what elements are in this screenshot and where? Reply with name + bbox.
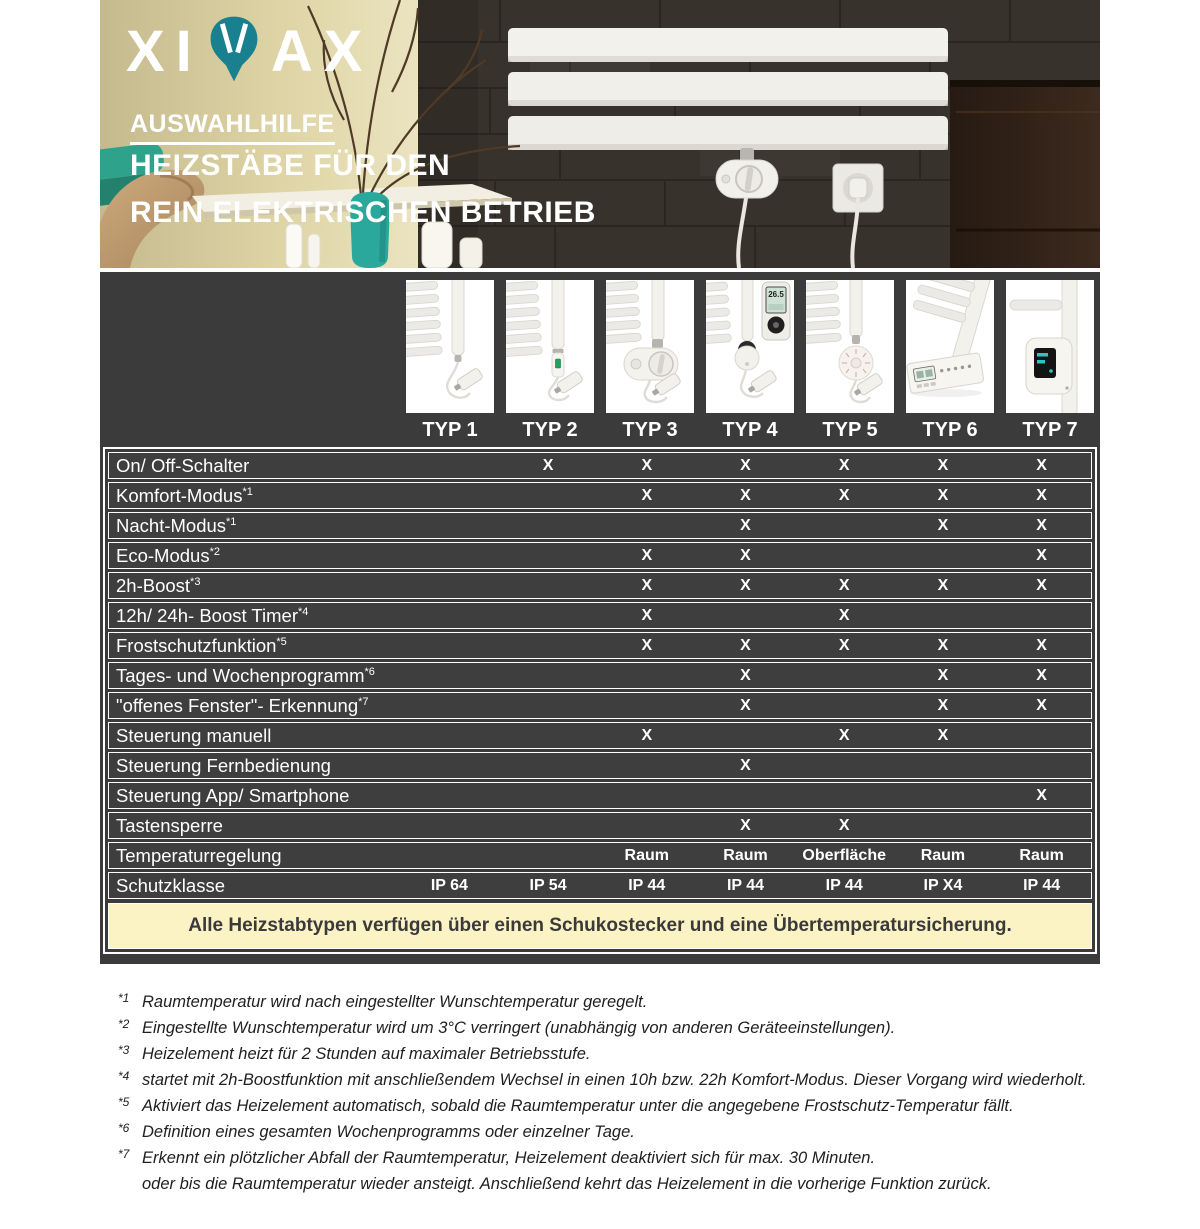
radiator-photo [508, 28, 948, 150]
footnote-line [118, 1018, 1100, 1039]
feature-cell-typ-7: X [1036, 636, 1047, 654]
feature-row [108, 512, 1092, 539]
feature-cell-typ-7: X [1036, 576, 1047, 594]
footnote-line [118, 1044, 1100, 1065]
product-photo-cell [600, 280, 700, 413]
feature-cell-typ-6: X [937, 666, 949, 684]
footnote-marker: *6 [118, 1121, 130, 1135]
product-photo-cell [900, 280, 1000, 413]
feature-cell-typ-6: IP X4 [923, 876, 963, 894]
ximax-logo-pin-icon [207, 14, 261, 84]
feature-cell-typ-4: X [740, 576, 751, 594]
feature-cell-typ-4: X [740, 516, 751, 534]
product-photo-typ-5 [806, 280, 894, 413]
feature-cell-typ-5: X [838, 816, 850, 834]
footnote-text: Eingestellte Wunschtemperatur wird um 3°C verringert (unabhängig von anderen Geräteeinstellungen). [142, 1019, 896, 1037]
feature-row-label: Steuerung App/ Smartphone [116, 784, 350, 806]
footnote-marker: *5 [118, 1095, 130, 1109]
column-header-typ-7: TYP 7 [1022, 418, 1078, 441]
footnote-line [118, 1122, 1100, 1143]
footnote-text: Aktiviert das Heizelement automatisch, sobald die Raumtemperatur unter die angegebene Frostschutz-Temperatur fällt. [142, 1097, 1014, 1115]
feature-cell-typ-3: X [641, 546, 653, 564]
feature-row-label: 2h-Boost$^{*3}$ [116, 574, 201, 596]
feature-row [108, 452, 1092, 479]
feature-cell-typ-6: X [937, 456, 949, 474]
feature-row-label: Temperaturregelung [116, 844, 282, 866]
column-headers-row [100, 415, 1100, 445]
product-photo-typ-4 [706, 280, 794, 413]
feature-cell-typ-4: X [740, 456, 751, 474]
product-photo-typ-1 [406, 280, 494, 413]
feature-row-label: Steuerung manuell [116, 724, 272, 746]
feature-cell-typ-4: X [740, 666, 751, 684]
comparison-table [100, 272, 1100, 964]
feature-cell-typ-4: Raum [723, 846, 768, 864]
footnote-text: startet mit 2h-Boostfunktion mit anschließendem Wechsel in einen 10h bzw. 22h Komfort-Modus. Dieser Vorgang wird wiederholt. [142, 1071, 1087, 1089]
feature-cell-typ-3: Raum [624, 846, 669, 864]
feature-cell-typ-3: X [641, 576, 653, 594]
feature-cell-typ-4: X [740, 486, 751, 504]
feature-cell-typ-5: Oberfläche [802, 846, 886, 864]
product-photo-cell [500, 280, 600, 413]
feature-row [108, 482, 1092, 509]
footnote-marker: *1 [118, 991, 130, 1005]
footnote-text: Heizelement heizt für 2 Stunden auf maximaler Betriebsstufe. [142, 1045, 591, 1063]
footnotes-section [100, 964, 1100, 1229]
feature-cell-typ-4: IP 44 [726, 876, 765, 894]
product-photo-cell [800, 280, 900, 413]
product-photo-cell [400, 280, 500, 413]
column-header-typ-6: TYP 6 [922, 418, 978, 441]
feature-cell-typ-6: Raum [920, 846, 966, 864]
page-title-line1: HEIZSTÄBE FÜR DEN [130, 149, 451, 182]
feature-cell-typ-5: X [838, 606, 850, 624]
footnote-marker: *7 [118, 1147, 130, 1161]
feature-cell-typ-4: X [740, 696, 751, 714]
feature-row [108, 662, 1092, 689]
column-header-typ-2: TYP 2 [522, 418, 578, 441]
heating-rod-dial-control-icon [606, 280, 694, 413]
logo-text-pre: XI [126, 19, 203, 84]
feature-row-label: Komfort-Modus$^{*1}$ [116, 484, 253, 506]
feature-cell-typ-7: X [1036, 456, 1047, 474]
feature-cell-typ-4: X [740, 756, 751, 774]
heating-rod-thermostat-dial-icon [806, 280, 894, 413]
feature-row-label: Nacht-Modus$^{*1}$ [116, 514, 237, 536]
feature-cell-typ-7: X [1036, 546, 1047, 564]
feature-cell-typ-4: X [740, 816, 751, 834]
page-title-line2: REIN ELEKTRISCHEN BETRIEB [130, 196, 596, 229]
feature-row [108, 812, 1092, 839]
feature-cell-typ-7: X [1036, 786, 1047, 804]
feature-row-label: On/ Off-Schalter [116, 454, 250, 476]
feature-cell-typ-3: X [641, 726, 653, 744]
feature-row [108, 632, 1092, 659]
feature-cell-typ-4: X [740, 636, 751, 654]
feature-table-frame [103, 447, 1097, 954]
column-header-typ-5: TYP 5 [822, 418, 878, 441]
logo-text-post: AX [270, 19, 374, 84]
feature-row [108, 542, 1092, 569]
feature-cell-typ-2: IP 54 [529, 876, 567, 894]
feature-cell-typ-3: X [641, 456, 653, 474]
feature-row-label: Schutzklasse [116, 874, 225, 896]
feature-row [108, 842, 1092, 869]
footnote-text: Raumtemperatur wird nach eingestellter Wunschtemperatur geregelt. [142, 993, 648, 1011]
feature-cell-typ-5: IP 44 [825, 876, 863, 894]
feature-row-label: Frostschutzfunktion$^{*5}$ [116, 634, 287, 656]
feature-cell-typ-7: X [1036, 516, 1047, 534]
cabinet [950, 80, 1100, 268]
feature-cell-typ-7: Raum [1019, 846, 1064, 864]
product-photo-typ-7 [1006, 280, 1094, 413]
footnote-line [118, 1148, 1100, 1169]
footnote-text: Definition eines gesamten Wochenprogramms oder einzelner Tage. [142, 1123, 635, 1141]
header-photo [100, 0, 1100, 268]
feature-cell-typ-2: X [542, 456, 554, 474]
footnote-text: oder bis die Raumtemperatur wieder ansteigt. Anschließend kehrt das Heizelement in die vorherige Funktion zurück. [142, 1175, 992, 1193]
feature-cell-typ-1: IP 64 [430, 876, 468, 894]
feature-cell-typ-3: X [641, 606, 653, 624]
feature-row [108, 602, 1092, 629]
feature-cell-typ-5: X [838, 726, 850, 744]
product-photo-typ-2 [506, 280, 594, 413]
feature-cell-typ-5: X [838, 456, 850, 474]
feature-cell-typ-5: X [838, 576, 850, 594]
feature-row [108, 782, 1092, 809]
product-photo-cell [1000, 280, 1100, 413]
feature-cell-typ-6: X [937, 516, 949, 534]
column-header-typ-1: TYP 1 [422, 418, 478, 441]
feature-row [108, 872, 1092, 899]
feature-row-label: Tastensperre [116, 814, 223, 836]
feature-cell-typ-3: X [641, 486, 653, 504]
feature-cell-typ-6: X [937, 486, 949, 504]
footnote-marker: *4 [118, 1069, 130, 1083]
heating-rod-smart-box-icon [1006, 280, 1094, 413]
column-header-typ-3: TYP 3 [622, 418, 678, 441]
column-header-typ-4: TYP 4 [722, 418, 778, 441]
feature-cell-typ-3: X [641, 636, 653, 654]
feature-row [108, 572, 1092, 599]
feature-row [108, 752, 1092, 779]
svg-text:26.5: 26.5 [768, 290, 784, 299]
feature-row [108, 692, 1092, 719]
radiator-control-panel-icon [906, 280, 994, 413]
footnote-text: Erkennt ein plötzlicher Abfall der Raumtemperatur, Heizelement deaktiviert sich für max. 30 Minuten. [142, 1149, 876, 1167]
feature-cell-typ-3: IP 44 [628, 876, 666, 894]
eyebrow-title: AUSWAHLHILFE [130, 110, 335, 145]
product-photo-typ-3 [606, 280, 694, 413]
footnote-line [118, 1174, 1100, 1194]
feature-cell-typ-6: X [937, 726, 949, 744]
feature-cell-typ-7: IP 44 [1023, 876, 1061, 894]
feature-cell-typ-7: X [1036, 666, 1047, 684]
ximax-logo [126, 14, 373, 90]
product-images-row [100, 280, 1100, 413]
feature-cell-typ-4: X [740, 546, 751, 564]
footnote-marker: *3 [118, 1043, 130, 1057]
feature-cell-typ-7: X [1036, 696, 1047, 714]
note-bar: Alle Heizstabtypen verfügen über einen Schukostecker und eine Übertemperatursicherung. [108, 903, 1092, 949]
feature-cell-typ-5: X [838, 486, 850, 504]
footnote-line [118, 1070, 1100, 1091]
feature-cell-typ-7: X [1036, 486, 1047, 504]
heating-rod-switch-icon [506, 280, 594, 413]
feature-row-label: Eco-Modus$^{*2}$ [116, 544, 220, 566]
footnote-line [118, 1096, 1100, 1117]
heating-rod-remote-control-icon [706, 280, 794, 413]
footnote-line [118, 992, 1100, 1013]
heating-rod-plain-icon [406, 280, 494, 413]
product-photo-cell [700, 280, 800, 413]
feature-cell-typ-6: X [937, 696, 949, 714]
feature-row [108, 722, 1092, 749]
feature-row-label: Steuerung Fernbedienung [116, 754, 331, 776]
feature-cell-typ-6: X [937, 636, 949, 654]
feature-row-label: 12h/ 24h- Boost Timer$^{*4}$ [116, 604, 309, 626]
feature-row-label: "offenes Fenster"- Erkennung$^{*7}$ [116, 694, 369, 716]
feature-cell-typ-5: X [838, 636, 850, 654]
product-photo-typ-6 [906, 280, 994, 413]
feature-row-label: Tages- und Wochenprogramm$^{*6}$ [116, 664, 375, 686]
feature-cell-typ-6: X [937, 576, 949, 594]
footnote-marker: *2 [118, 1017, 130, 1031]
